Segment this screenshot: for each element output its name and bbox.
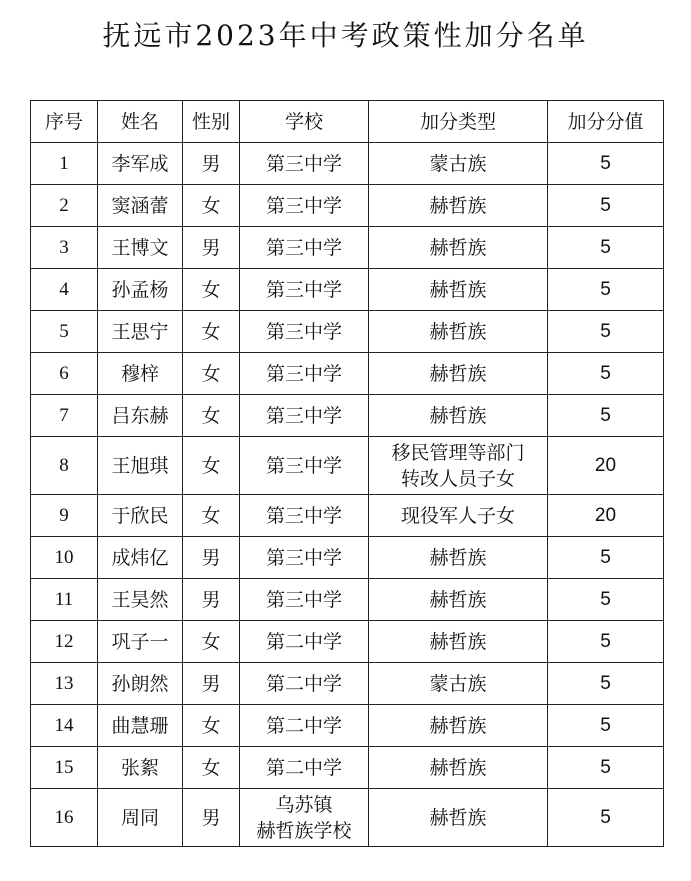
cell-bonus-type bbox=[369, 579, 548, 621]
cell-bonus-type bbox=[369, 185, 548, 227]
table-row bbox=[31, 495, 664, 537]
bonus-type-line: 蒙古族 bbox=[429, 152, 487, 175]
cell-name: 孙朗然 bbox=[98, 663, 183, 705]
cell-gender: 男 bbox=[183, 227, 240, 269]
cell-seq: 7 bbox=[31, 395, 98, 437]
table-row bbox=[31, 227, 664, 269]
cell-bonus-value: 20 bbox=[548, 437, 664, 495]
cell-gender: 女 bbox=[183, 621, 240, 663]
cell-gender: 男 bbox=[183, 537, 240, 579]
school-line: 第三中学 bbox=[265, 152, 342, 175]
cell-school bbox=[240, 789, 369, 847]
bonus-type-line: 赫哲族 bbox=[429, 756, 487, 779]
cell-gender: 女 bbox=[183, 353, 240, 395]
table-row bbox=[31, 747, 664, 789]
table-row bbox=[31, 437, 664, 495]
school-line: 第三中学 bbox=[265, 504, 342, 527]
cell-bonus-type bbox=[369, 311, 548, 353]
bonus-type-line: 现役军人子女 bbox=[400, 504, 515, 527]
table-row bbox=[31, 537, 664, 579]
cell-bonus-value: 5 bbox=[548, 227, 664, 269]
cell-name: 王思宁 bbox=[98, 311, 183, 353]
school-line: 第二中学 bbox=[265, 714, 342, 737]
cell-bonus-value: 5 bbox=[548, 353, 664, 395]
cell-bonus-type bbox=[369, 227, 548, 269]
cell-bonus-type bbox=[369, 437, 548, 495]
cell-bonus-value: 5 bbox=[548, 311, 664, 353]
table-row bbox=[31, 579, 664, 621]
school-line: 第二中学 bbox=[265, 630, 342, 653]
cell-school bbox=[240, 579, 369, 621]
school-line: 第三中学 bbox=[265, 278, 342, 301]
cell-bonus-value: 5 bbox=[548, 663, 664, 705]
cell-gender: 女 bbox=[183, 747, 240, 789]
header-school: 学校 bbox=[240, 101, 369, 143]
cell-bonus-value: 5 bbox=[548, 395, 664, 437]
cell-name: 窦涵蕾 bbox=[98, 185, 183, 227]
cell-bonus-type bbox=[369, 621, 548, 663]
cell-name: 吕东赫 bbox=[98, 395, 183, 437]
school-line: 第三中学 bbox=[265, 454, 342, 477]
bonus-type-line: 赫哲族 bbox=[429, 278, 487, 301]
cell-school bbox=[240, 495, 369, 537]
bonus-type-line: 转改人员子女 bbox=[400, 467, 515, 490]
bonus-type-line: 蒙古族 bbox=[429, 672, 487, 695]
cell-bonus-type bbox=[369, 395, 548, 437]
cell-name: 曲慧珊 bbox=[98, 705, 183, 747]
cell-bonus-type bbox=[369, 747, 548, 789]
cell-name: 穆梓 bbox=[98, 353, 183, 395]
cell-school bbox=[240, 185, 369, 227]
cell-school bbox=[240, 395, 369, 437]
bonus-type-line: 赫哲族 bbox=[429, 404, 487, 427]
cell-name: 李军成 bbox=[98, 143, 183, 185]
table-row bbox=[31, 789, 664, 847]
cell-bonus-type bbox=[369, 537, 548, 579]
table-row bbox=[31, 663, 664, 705]
cell-bonus-type bbox=[369, 789, 548, 847]
header-row bbox=[31, 101, 664, 143]
cell-school bbox=[240, 663, 369, 705]
school-line: 第三中学 bbox=[265, 588, 342, 611]
cell-gender: 男 bbox=[183, 663, 240, 705]
cell-gender: 女 bbox=[183, 495, 240, 537]
school-line: 第三中学 bbox=[265, 236, 342, 259]
cell-bonus-value: 20 bbox=[548, 495, 664, 537]
cell-bonus-value: 5 bbox=[548, 185, 664, 227]
cell-gender: 女 bbox=[183, 311, 240, 353]
cell-name: 孙孟杨 bbox=[98, 269, 183, 311]
bonus-type-line: 赫哲族 bbox=[429, 588, 487, 611]
cell-school bbox=[240, 269, 369, 311]
cell-gender: 男 bbox=[183, 789, 240, 847]
cell-bonus-value: 5 bbox=[548, 789, 664, 847]
bonus-type-line: 赫哲族 bbox=[429, 546, 487, 569]
table-row bbox=[31, 705, 664, 747]
cell-name: 周同 bbox=[98, 789, 183, 847]
cell-seq: 5 bbox=[31, 311, 98, 353]
header-bonus-type: 加分类型 bbox=[369, 101, 548, 143]
table-row bbox=[31, 621, 664, 663]
school-line: 乌苏镇 bbox=[275, 793, 333, 816]
bonus-type-line: 赫哲族 bbox=[429, 362, 487, 385]
cell-school bbox=[240, 537, 369, 579]
school-line: 第二中学 bbox=[265, 756, 342, 779]
table-header bbox=[31, 101, 664, 143]
cell-name: 张絮 bbox=[98, 747, 183, 789]
cell-name: 王博文 bbox=[98, 227, 183, 269]
cell-bonus-type bbox=[369, 705, 548, 747]
table-body bbox=[31, 143, 664, 847]
cell-bonus-type bbox=[369, 353, 548, 395]
cell-seq: 9 bbox=[31, 495, 98, 537]
cell-bonus-value: 5 bbox=[548, 705, 664, 747]
cell-bonus-value: 5 bbox=[548, 579, 664, 621]
cell-seq: 14 bbox=[31, 705, 98, 747]
bonus-type-line: 赫哲族 bbox=[429, 806, 487, 829]
header-name: 姓名 bbox=[98, 101, 183, 143]
cell-seq: 6 bbox=[31, 353, 98, 395]
cell-seq: 2 bbox=[31, 185, 98, 227]
bonus-type-line: 赫哲族 bbox=[429, 320, 487, 343]
cell-seq: 3 bbox=[31, 227, 98, 269]
cell-seq: 8 bbox=[31, 437, 98, 495]
cell-bonus-type bbox=[369, 495, 548, 537]
table-row bbox=[31, 185, 664, 227]
bonus-roster-table bbox=[30, 100, 664, 847]
school-line: 第三中学 bbox=[265, 194, 342, 217]
cell-bonus-type bbox=[369, 269, 548, 311]
header-seq: 序号 bbox=[31, 101, 98, 143]
cell-school bbox=[240, 705, 369, 747]
cell-seq: 16 bbox=[31, 789, 98, 847]
cell-gender: 男 bbox=[183, 579, 240, 621]
cell-school bbox=[240, 311, 369, 353]
cell-bonus-value: 5 bbox=[548, 143, 664, 185]
table-row bbox=[31, 269, 664, 311]
cell-school bbox=[240, 437, 369, 495]
bonus-type-line: 赫哲族 bbox=[429, 236, 487, 259]
cell-school bbox=[240, 621, 369, 663]
school-line: 第三中学 bbox=[265, 546, 342, 569]
cell-seq: 10 bbox=[31, 537, 98, 579]
cell-bonus-type bbox=[369, 663, 548, 705]
header-bonus-value: 加分分值 bbox=[548, 101, 664, 143]
cell-school bbox=[240, 353, 369, 395]
bonus-type-line: 赫哲族 bbox=[429, 630, 487, 653]
cell-seq: 12 bbox=[31, 621, 98, 663]
table-row bbox=[31, 353, 664, 395]
cell-name: 王昊然 bbox=[98, 579, 183, 621]
cell-gender: 女 bbox=[183, 395, 240, 437]
bonus-type-line: 赫哲族 bbox=[429, 714, 487, 737]
cell-school bbox=[240, 143, 369, 185]
cell-gender: 女 bbox=[183, 269, 240, 311]
cell-school bbox=[240, 747, 369, 789]
cell-gender: 男 bbox=[183, 143, 240, 185]
cell-school bbox=[240, 227, 369, 269]
cell-name: 成炜亿 bbox=[98, 537, 183, 579]
page-title: 抚远市2023年中考政策性加分名单 bbox=[102, 19, 589, 52]
cell-bonus-value: 5 bbox=[548, 269, 664, 311]
cell-name: 巩子一 bbox=[98, 621, 183, 663]
cell-seq: 1 bbox=[31, 143, 98, 185]
table-row bbox=[31, 143, 664, 185]
cell-gender: 女 bbox=[183, 705, 240, 747]
table-row bbox=[31, 311, 664, 353]
cell-bonus-value: 5 bbox=[548, 537, 664, 579]
school-line: 赫哲族学校 bbox=[256, 819, 352, 842]
school-line: 第三中学 bbox=[265, 320, 342, 343]
school-line: 第三中学 bbox=[265, 404, 342, 427]
cell-name: 王旭琪 bbox=[98, 437, 183, 495]
bonus-type-line: 移民管理等部门 bbox=[391, 441, 525, 464]
cell-gender: 女 bbox=[183, 437, 240, 495]
cell-seq: 15 bbox=[31, 747, 98, 789]
school-line: 第三中学 bbox=[265, 362, 342, 385]
header-gender: 性别 bbox=[183, 101, 240, 143]
cell-seq: 13 bbox=[31, 663, 98, 705]
cell-name: 于欣民 bbox=[98, 495, 183, 537]
cell-bonus-value: 5 bbox=[548, 621, 664, 663]
school-line: 第二中学 bbox=[265, 672, 342, 695]
cell-bonus-type bbox=[369, 143, 548, 185]
cell-seq: 11 bbox=[31, 579, 98, 621]
cell-gender: 女 bbox=[183, 185, 240, 227]
cell-bonus-value: 5 bbox=[548, 747, 664, 789]
cell-seq: 4 bbox=[31, 269, 98, 311]
table-row bbox=[31, 395, 664, 437]
bonus-type-line: 赫哲族 bbox=[429, 194, 487, 217]
